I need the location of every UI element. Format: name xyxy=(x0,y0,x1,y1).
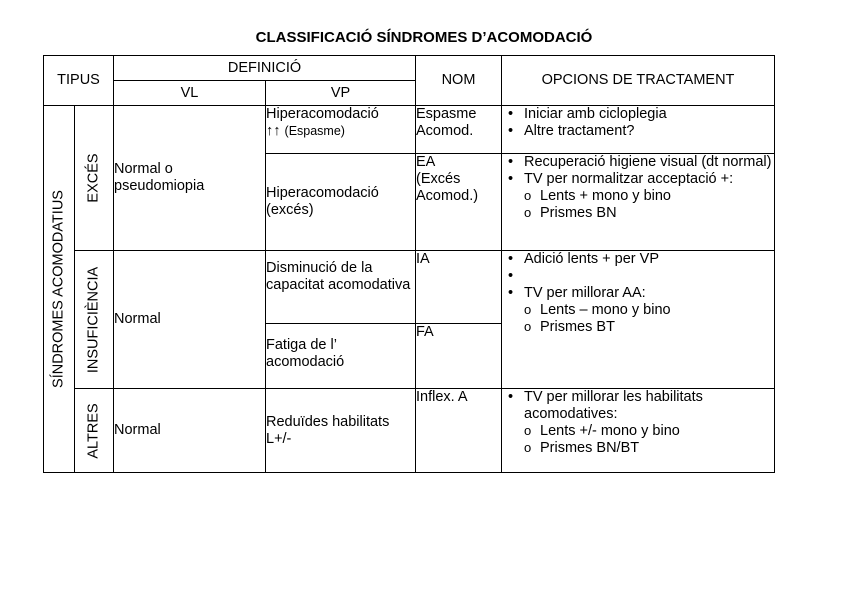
bullet-item: • Iniciar amb cicloplegia xyxy=(502,106,774,123)
exces-nom-1 xyxy=(416,106,502,154)
header-opcions: OPCIONS DE TRACTAMENT xyxy=(502,56,775,106)
altres-label: ALTRES xyxy=(85,402,102,459)
vp-line: (excés) xyxy=(266,202,314,218)
altres-vp: Reduïdes habilitats L+/- xyxy=(266,389,416,473)
exces-vl: Normal o pseudomiopia xyxy=(114,106,266,251)
altres-nom: Inflex. A xyxy=(416,389,502,473)
table-row xyxy=(44,106,775,154)
exces-opcions-1 xyxy=(502,106,775,154)
exces-vp-1-note: (Espasme) xyxy=(284,124,345,138)
insuficiencia-vp-1: Disminució de la capacitat acomodativa xyxy=(266,251,416,324)
bullet-item xyxy=(502,171,774,222)
exces-label-cell xyxy=(75,106,114,251)
header-nom: NOM xyxy=(416,56,502,106)
sub-list xyxy=(502,188,774,222)
nom-line: EA xyxy=(416,154,436,170)
arrow-up-icon: ↑↑ xyxy=(266,123,281,139)
sub-item: o Prismes BN/BT xyxy=(502,440,774,457)
table-row xyxy=(44,389,775,473)
vp-line: Hiperacomodació xyxy=(266,185,379,201)
group-label: SÍNDROMES ACOMODATIUS xyxy=(50,190,67,388)
insuficiencia-nom-1: IA xyxy=(416,251,502,324)
header-vp: VP xyxy=(266,81,416,106)
sub-item: o Lents + mono y bino xyxy=(502,188,774,205)
insuficiencia-vl: Normal xyxy=(114,251,266,389)
sub-item: o Lents +/- mono y bino xyxy=(502,423,774,440)
exces-opcions-2 xyxy=(502,154,775,251)
insuficiencia-label: INSUFICIÈNCIA xyxy=(85,266,102,373)
nom-line: Acomod.) xyxy=(416,188,479,204)
altres-vl: Normal xyxy=(114,389,266,473)
document-title: CLASSIFICACIÓ SÍNDROMES D’ACOMODACIÓ xyxy=(255,29,593,46)
bullet-item: • Recuperació higiene visual (dt normal) xyxy=(502,154,774,171)
sub-list xyxy=(502,302,774,336)
exces-vp-1 xyxy=(266,106,416,154)
header-row xyxy=(44,56,775,81)
header-tipus: TIPUS xyxy=(44,56,114,106)
bullet-list xyxy=(502,389,774,457)
exces-vp-2 xyxy=(266,154,416,251)
altres-label-cell xyxy=(75,389,114,473)
nom-line: Acomod. xyxy=(416,123,474,139)
bullet-list xyxy=(502,106,774,140)
bullet-item xyxy=(502,285,774,336)
sub-list xyxy=(502,423,774,457)
exces-vp-1-note-line xyxy=(266,123,415,140)
bullet-item: • Adició lents + per VP xyxy=(502,251,774,268)
spacer xyxy=(502,268,774,285)
header-definicio: DEFINICIÓ xyxy=(114,56,416,81)
sub-item: o Prismes BT xyxy=(502,319,774,336)
insuficiencia-vp-2: Fatiga de l’ acomodació xyxy=(266,324,416,389)
insuficiencia-opcions xyxy=(502,251,775,389)
nom-line: Espasme xyxy=(416,106,477,122)
insuficiencia-nom-2: FA xyxy=(416,324,502,389)
nom-line: (Excés xyxy=(416,171,461,187)
bullet-item xyxy=(502,389,774,457)
classification-table xyxy=(43,55,775,473)
exces-label: EXCÉS xyxy=(85,153,102,203)
exces-vp-1-text: Hiperacomodació xyxy=(266,106,379,122)
sub-item: o Prismes BN xyxy=(502,205,774,222)
table-row xyxy=(44,251,775,324)
sub-item: o Lents – mono y bino xyxy=(502,302,774,319)
group-label-cell xyxy=(44,106,75,473)
bullet-item-text: TV per millorar AA: xyxy=(524,285,646,301)
bullet-item-text: TV per normalitzar acceptació +: xyxy=(524,171,734,187)
bullet-item: • Altre tractament? xyxy=(502,123,774,140)
bullet-list xyxy=(502,154,774,222)
altres-opcions xyxy=(502,389,775,473)
header-vl: VL xyxy=(114,81,266,106)
bullet-item-text: TV per millorar les habilitats acomodatives: xyxy=(524,389,703,422)
exces-nom-2 xyxy=(416,154,502,251)
insuficiencia-label-cell xyxy=(75,251,114,389)
bullet-list xyxy=(502,251,774,336)
